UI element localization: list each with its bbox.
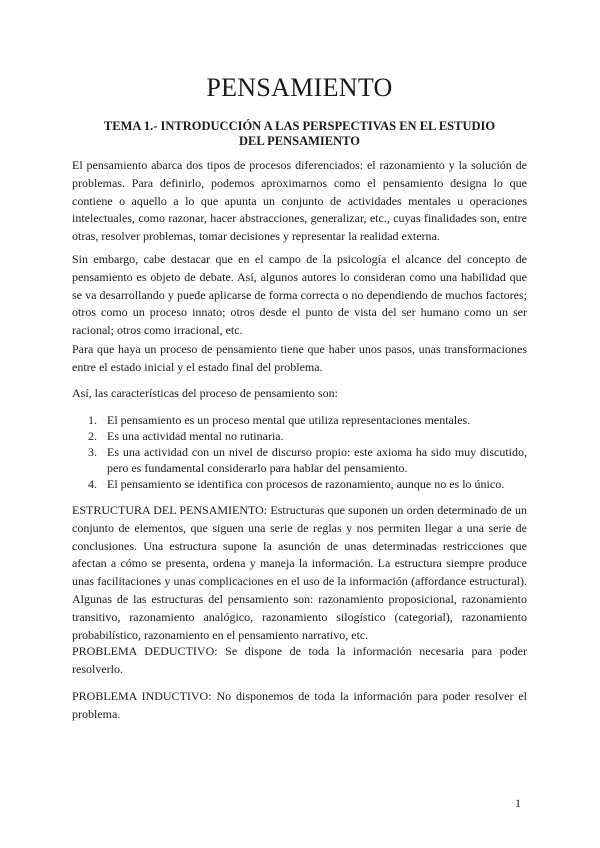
- list-item-number: 3.: [88, 445, 97, 459]
- estructura-paragraph: ESTRUCTURA DEL PENSAMIENTO: Estructuras que suponen un orden determinado de un conjunto de elementos, que siguen una serie de reglas y nos permiten llegar a una serie de conclusiones. Una estructura supone la asunción de unas determinadas restricciones que afectan a cómo se presenta, ordena y maneja la información. La estructura siempre produce unas facilitaciones y unas complicaciones en el uso de la información (affordance estructural). Algunas de las estructuras del pensamiento son: razonamiento proposicional, razonamiento transitivo, razonamiento analógico, razonamiento silogístico (categorial), razonamiento probabilístico, razonamiento en el pensamiento narrativo, etc.: [72, 503, 527, 642]
- intro-paragraph: El pensamiento abarca dos tipos de procesos diferenciados: el razonamiento y la solución de problemas. Para definirlo, podemos aproximarnos como el pensamiento designa lo que contiene o aquello a lo que apunta un conjunto de actividades mentales u operaciones intelectuales, como razonar, hacer abstracciones, generalizar, etc., cuyas finalidades son, entre otras, resolver problemas, tomar decisiones y representar la realidad externa.: [72, 158, 527, 244]
- process-paragraph: Para que haya un proceso de pensamiento tiene que haber unos pasos, unas transformaciones entre el estado inicial y el estado final del problema.: [72, 342, 527, 374]
- list-item-number: 2.: [88, 429, 97, 443]
- list-item-number: 4.: [88, 477, 97, 491]
- list-item-text: Es una actividad con un nivel de discurso propio: este axioma ha sido muy discutido, pero es fundamental considerarlo para hablar del pensamiento.: [107, 445, 527, 475]
- problema-deductivo-paragraph: PROBLEMA DEDUCTIVO: Se dispone de toda la información necesaria para poder resolverlo.: [72, 644, 527, 676]
- list-item: [72, 444, 527, 476]
- page-number: 1: [515, 796, 521, 810]
- list-item: [72, 428, 527, 444]
- debate-paragraph: Sin embargo, cabe destacar que en el campo de la psicología el alcance del concepto de pensamiento es objeto de debate. Así, algunos autores lo consideran como una habilidad que se va desarrollando y puede aplicarse de forma correcta o no dependiendo de muchos factores; otros como un proceso innato; otros desde el punto de vista del ser humano como un ser racional; otros como irracional, etc.: [72, 252, 527, 338]
- list-item-text: El pensamiento es un proceso mental que utiliza representaciones mentales.: [107, 413, 471, 427]
- list-item-text: Es una actividad mental no rutinaria.: [107, 429, 284, 443]
- list-item-number: 1.: [88, 413, 97, 427]
- list-item: [72, 412, 527, 428]
- problema-inductivo-paragraph: PROBLEMA INDUCTIVO: No disponemos de toda la información para poder resolver el problema.: [72, 689, 527, 721]
- characteristics-list: [72, 412, 527, 492]
- document-title: PENSAMIENTO: [206, 73, 393, 102]
- list-item-text: El pensamiento se identifica con procesos de razonamiento, aunque no es lo único.: [107, 477, 505, 491]
- topic-heading: TEMA 1.- INTRODUCCIÓN A LAS PERSPECTIVAS EN EL ESTUDIO DEL PENSAMIENTO: [103, 119, 496, 148]
- list-item: [72, 476, 527, 492]
- characteristics-intro: Así, las características del proceso de pensamiento son:: [72, 386, 338, 400]
